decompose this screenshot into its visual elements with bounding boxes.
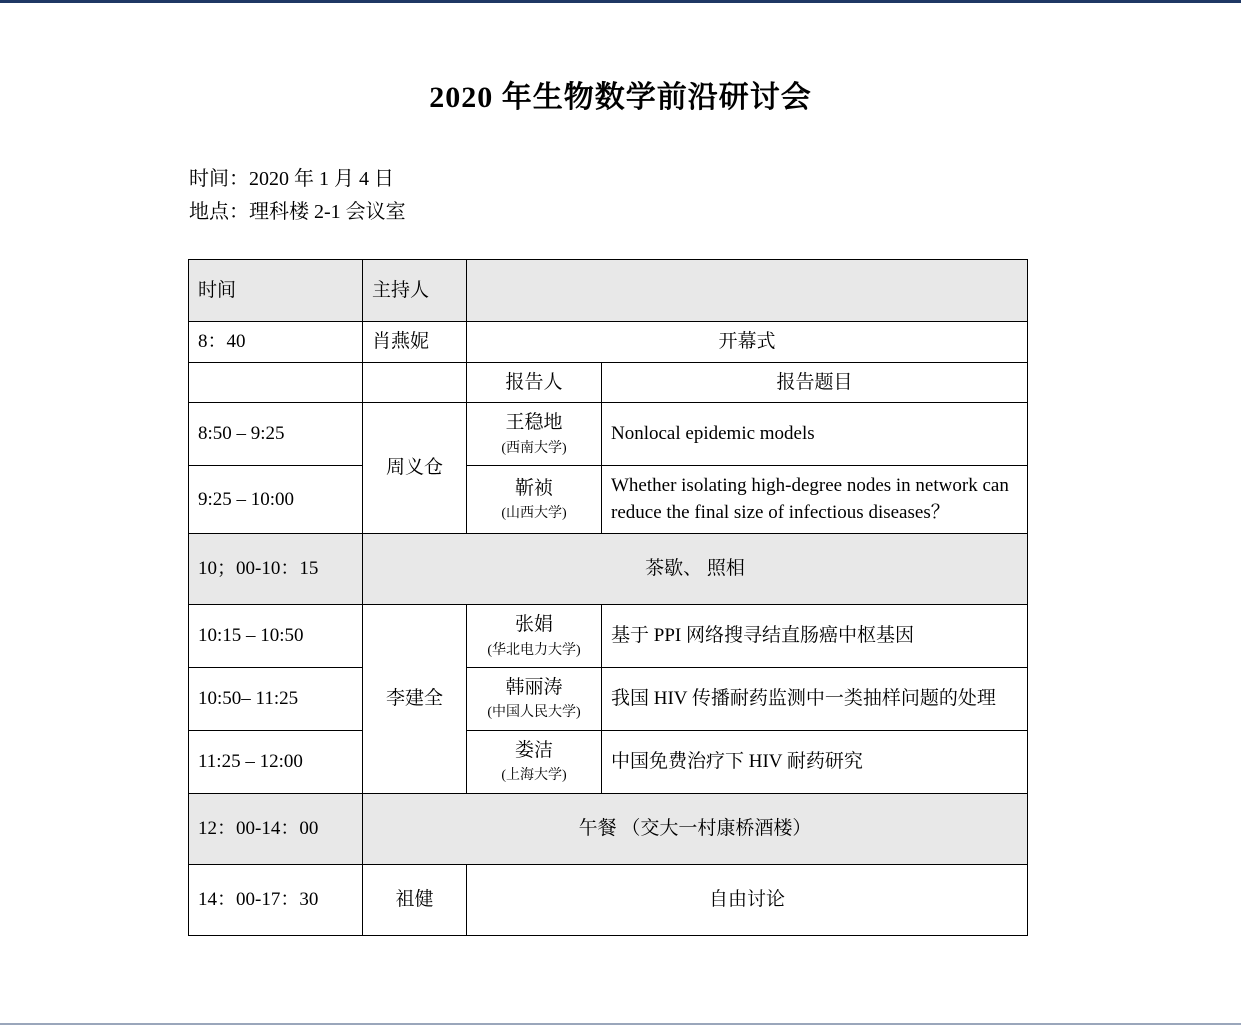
session1-row0-speaker	[467, 403, 602, 466]
speaker-name: 靳祯	[514, 477, 553, 499]
session2-row1-topic: 我国 HIV 传播耐药监测中一类抽样问题的处理	[602, 667, 1028, 730]
session2-row0-topic: 基于 PPI 网络搜寻结直肠癌中枢基因	[602, 605, 1028, 668]
session1-row1-topic: Whether isolating high-degree nodes in network can reduce the final size of infectious diseases？	[602, 465, 1028, 533]
lunch-label: 午餐 （交大一村康桥酒楼）	[363, 793, 1028, 864]
session1-row1-time: 9:25 – 10:00	[189, 465, 363, 533]
table-row	[189, 403, 1028, 466]
session2-row2-speaker	[467, 730, 602, 793]
lunch-time: 12：00-14：00	[189, 793, 363, 864]
event-time-line: 时间：2020 年 1 月 4 日	[189, 168, 394, 190]
agenda-table	[188, 259, 1028, 936]
speaker-affiliation: (山西大学)	[501, 506, 567, 522]
speaker-name: 娄洁	[514, 739, 553, 761]
table-row	[189, 605, 1028, 668]
opening-time: 8：40	[189, 322, 363, 363]
subheader-topic: 报告题目	[602, 362, 1028, 403]
table-row	[189, 534, 1028, 605]
session2-row1-time: 10:50– 11:25	[189, 667, 363, 730]
subheader-host-blank	[363, 362, 467, 403]
subheader-speaker: 报告人	[467, 362, 602, 403]
table-row	[189, 667, 1028, 730]
session2-row0-speaker	[467, 605, 602, 668]
table-row	[189, 793, 1028, 864]
opening-label: 开幕式	[467, 322, 1028, 363]
header-blank	[467, 260, 1028, 322]
speaker-affiliation: (上海大学)	[501, 768, 567, 784]
subheader-time-blank	[189, 362, 363, 403]
table-row	[189, 864, 1028, 935]
speaker-affiliation: (华北电力大学)	[487, 642, 581, 658]
event-meta	[189, 163, 406, 229]
afternoon-host: 祖健	[363, 864, 467, 935]
break-time: 10；00-10：15	[189, 534, 363, 605]
table-row	[189, 260, 1028, 322]
speaker-name: 王稳地	[505, 412, 563, 434]
break-label: 茶歇、 照相	[363, 534, 1028, 605]
speaker-name: 韩丽涛	[505, 676, 563, 698]
session2-row1-speaker	[467, 667, 602, 730]
header-time: 时间	[189, 260, 363, 322]
session1-row1-speaker	[467, 465, 602, 533]
session1-host: 周义仓	[363, 403, 467, 534]
session2-row2-time: 11:25 – 12:00	[189, 730, 363, 793]
session2-row2-topic: 中国免费治疗下 HIV 耐药研究	[602, 730, 1028, 793]
header-host: 主持人	[363, 260, 467, 322]
table-row	[189, 322, 1028, 363]
afternoon-label: 自由讨论	[467, 864, 1028, 935]
speaker-affiliation: (中国人民大学)	[487, 705, 581, 721]
session1-row0-time: 8:50 – 9:25	[189, 403, 363, 466]
table-row	[189, 465, 1028, 533]
table-row	[189, 362, 1028, 403]
speaker-name: 张娟	[514, 614, 553, 636]
event-place-line: 地点：理科楼 2-1 会议室	[189, 201, 406, 223]
session2-host: 李建全	[363, 605, 467, 794]
speaker-affiliation: (西南大学)	[501, 440, 567, 456]
opening-host: 肖燕妮	[363, 322, 467, 363]
afternoon-time: 14：00-17：30	[189, 864, 363, 935]
table-row	[189, 730, 1028, 793]
session2-row0-time: 10:15 – 10:50	[189, 605, 363, 668]
page-title: 2020 年生物数学前沿研讨会	[429, 81, 812, 114]
session1-row0-topic: Nonlocal epidemic models	[602, 403, 1028, 466]
